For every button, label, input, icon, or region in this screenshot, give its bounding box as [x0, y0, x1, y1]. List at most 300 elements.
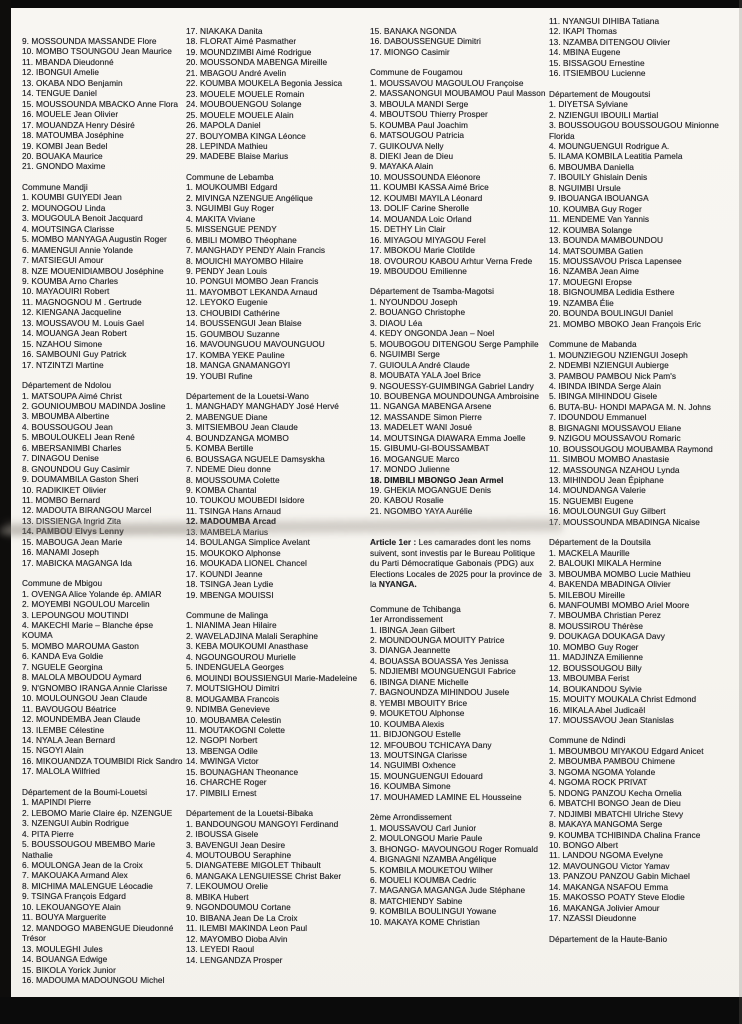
list-item: 6. MOUELI KOUMBA Cedric — [370, 874, 477, 885]
list-item: 8. MBIKA Hubert — [186, 891, 249, 902]
list-item: 13. ILEMBE Célestine — [22, 724, 105, 735]
list-item: 8. NZE MOUENIDIAMBOU Joséphine — [22, 265, 164, 276]
list-block — [549, 339, 736, 527]
section-heading: Département de la Boumi-Louetsi — [22, 786, 148, 797]
scan-border-left — [0, 0, 11, 998]
list-item: 1. MOUKOUMBI Edgard — [186, 182, 278, 193]
list-item: 12. MAVOUNGOU Victor Yamav — [549, 860, 670, 871]
list-item: 21. MBAGOU André Avelin — [186, 67, 287, 78]
list-item: 7. IDOUNDOU Emmanuel — [549, 412, 647, 423]
list-item: 14. TENGUE Daniel — [22, 88, 97, 99]
list-item: 13. MOUTSINGA Clarisse — [370, 750, 467, 760]
list-item: 5. NDONG PANZOU Kecha Ornelia — [549, 787, 682, 798]
column-2 — [186, 8, 370, 985]
list-item: 16. MOULOUNGUI Guy Gilbert — [549, 506, 666, 517]
list-block — [549, 934, 736, 944]
list-item: 7. LEKOUMOU Orelie — [186, 881, 269, 892]
list-item: 10. MAKAYA KOME Christian — [370, 916, 480, 927]
list-item: 16. DABOUSSENGUE Dimitri — [370, 36, 481, 47]
list-item: 3. MITSIEMBOU Jean Claude — [186, 422, 298, 433]
list-item: 4. BAKENDA MBADINGA Olivier — [549, 579, 671, 590]
list-item: 17. PIMBILI Ernest — [186, 787, 257, 798]
list-item: 9. KOUMBA TCHIBINDA Chalina France — [549, 829, 701, 840]
list-block — [186, 26, 370, 162]
list-item: 16. CHARCHE Roger — [186, 777, 267, 788]
list-item: 10. MOMBO Guy Roger — [549, 641, 639, 652]
list-item: 9. NDIMBA Genevieve — [186, 704, 270, 715]
list-item: 13. MAMBELA Marius — [186, 526, 269, 537]
list-item: 16. SAMBOUNI Guy Patrick — [22, 349, 127, 360]
list-item: 6. KANDA Eva Goldie — [22, 651, 104, 662]
list-item: 7. NDEME Dieu donne — [186, 464, 271, 475]
list-item: 8. MAKAYA MANGOMA Serge — [549, 819, 663, 830]
list-block — [186, 172, 370, 381]
section-heading: 2ème Arrondissement — [370, 812, 452, 823]
list-item: 5. KOMBA Bertille — [186, 443, 254, 454]
list-item: 1. NYOUNDOU Joseph — [370, 296, 458, 307]
list-block — [22, 787, 186, 986]
list-item: 16. MIKALA Abel Judicaël — [549, 704, 646, 715]
list-item: 18. BIGNOUMBA Ledidia Esthere — [549, 287, 675, 298]
section-subheading: 1er Arrondissement — [370, 614, 443, 625]
list-item: 1. BANDOUNGOU MANGOYI Ferdinand — [186, 818, 339, 829]
list-block — [186, 391, 370, 600]
list-item: 17. MONDO Julienne — [370, 464, 450, 475]
list-item: 17. MABICKA MAGANGA Ida — [22, 557, 132, 568]
list-item: 5. KOUMBA Paul Joachim — [370, 119, 468, 130]
list-item: 8. MATCHIENDY Sabine — [370, 895, 463, 906]
list-item: 11. BIDJONGOU Estelle — [370, 729, 461, 740]
list-item: 14. BOULANGA Simplice Avelant — [186, 537, 310, 548]
list-item: 7. NGUELE Georgina — [22, 661, 103, 672]
list-item: 11. MAYOMBOT LEKANDA Arnaud — [186, 286, 318, 297]
list-item: 7. GUIKOUVA Nelly — [370, 140, 444, 151]
list-item: 1. OVENGA Alice Yolande ép. AMIAR — [22, 588, 162, 599]
list-item: 8. MOUSSOUMA Colette — [186, 474, 280, 485]
list-item: 3. NGOMA NGOMA Yolande — [549, 766, 656, 777]
section-heading: Commune de Malinga — [186, 610, 269, 621]
list-item: 10. MOMBO TSOUNGOU Jean Maurice — [22, 46, 172, 57]
article-paragraph — [370, 537, 549, 589]
list-item: 4. KEDY ONGONDA Jean – Noel — [370, 328, 495, 339]
list-item: 12. MASSANDE Simon Pierre — [370, 411, 482, 422]
list-item: 9. NZIGOU MOUSSAVOU Romaric — [549, 433, 681, 444]
list-item: 13. OKABA NDO Benjamin — [22, 77, 123, 88]
list-item: 3. BOUSSOUGOU BOUSSOUGOU Minionne Florida — [549, 120, 719, 141]
list-item: 16. MADOUMA MADOUNGOU Michel — [22, 974, 165, 985]
list-item: 11. ILEMBI MAKINDA Leon Paul — [186, 923, 308, 934]
list-item: 15. MABOUGA Jean Marie — [22, 536, 123, 547]
list-item: 15. GOUMBOU Suzanne — [186, 328, 280, 339]
list-item: 10. MOULOUNGOU Jean Claude — [22, 693, 148, 704]
list-item: 28. LEPINDA Mathieu — [186, 140, 268, 151]
list-item: 1. KOUMBI GUIYEDI Jean — [22, 192, 122, 203]
list-item: 17. MOUANDZA Henry Désiré — [22, 119, 135, 130]
list-item: 3. LEPOUNGOU MOUTINDI — [22, 609, 129, 620]
list-item: 12. BOUSSOUGOU Billy — [549, 662, 642, 673]
article-block — [370, 537, 549, 589]
list-item: 16. NZAMBA Jean Aime — [549, 266, 640, 277]
list-item: 13. BOUNDA MAMBOUNDOU — [549, 235, 663, 246]
list-item: 11. KOUMBI KASSA Aimé Brice — [370, 182, 489, 193]
list-item: 7. MBOUMBA Christian Perez — [549, 610, 661, 621]
list-block — [370, 67, 549, 276]
list-item: 10. PONGUI MOMBO Jean Francis — [186, 276, 319, 287]
list-item: 7. MANGHADY PENDY Alain Francis — [186, 245, 326, 256]
list-block — [370, 604, 549, 803]
section-heading: Département de Tsamba-Magotsi — [370, 286, 494, 297]
list-block — [549, 735, 736, 923]
list-item: 1. MATSOUPA Aimé Christ — [22, 390, 122, 401]
list-item: 4. MAKECHI Marie – Blanche épse KOUMA — [22, 620, 154, 641]
list-item: 12. MADOUMBA Arcad — [186, 516, 277, 527]
list-item: 17. MOUHAMED LAMINE EL Housseine — [370, 791, 522, 802]
list-item: 1. IBINGA Jean Gilbert — [370, 624, 456, 635]
list-item: 11. BAVOUGOU Béatrice — [22, 703, 117, 714]
list-item: 15. NGOYI Alain — [22, 745, 84, 756]
list-item: 13. MBOUMBA Ferist — [549, 673, 630, 684]
list-item: 7. MATSIEGUI Amour — [22, 255, 104, 266]
list-item: 9. DOUMAMBILA Gaston Sheri — [22, 474, 139, 485]
list-item: 10. BOUSSOUGOU MOUBAMBA Raymond — [549, 443, 713, 454]
section-heading: Commune de Fougamou — [370, 67, 463, 78]
list-item: 13. PANZOU PANZOU Gabin Michael — [549, 871, 690, 882]
list-block — [186, 610, 370, 798]
list-item: 20. MOUSSONDA MABENGA Mireille — [186, 57, 328, 68]
section-heading: Commune de Lebamba — [186, 171, 274, 182]
list-item: 19. MBENGA MOUISSI — [186, 589, 274, 600]
list-item: 13. MOULEGHI Jules — [22, 943, 103, 954]
list-block — [370, 26, 549, 57]
list-item: 5. INDENGUELA Georges — [186, 662, 284, 673]
list-item: 15. MOUSSOUNDA MBACKO Anne Flora — [22, 98, 179, 109]
list-item: 8. BIGNAGNI MOUSSAVOU Eliane — [549, 422, 682, 433]
list-item: 11. MAGNOGNOU M . Gertrude — [22, 296, 142, 307]
list-item: 2. WAVELADJINA Malali Seraphine — [186, 630, 319, 641]
list-item: 11. LANDOU NGOMA Evelyne — [549, 850, 664, 861]
list-item: 11. NGANGA MABENGA Arsene — [370, 401, 492, 412]
list-item: 9. DOUKAGA DOUKAGA Davy — [549, 631, 665, 642]
list-item: 15. BISSAGOU Ernestine — [549, 57, 645, 68]
list-item: 29. MADEBE Blaise Marius — [186, 151, 289, 162]
list-item: 12. MAYOMBO Dioba Alvin — [186, 933, 288, 944]
list-item: 16. MIKOUANDZA TOUMBIDI Rick Sandro — [22, 755, 183, 766]
list-item: 4. NGOUNGOUROU Murielle — [186, 651, 296, 662]
list-item: 15. MAKOSSO POATY Steve Elodie — [549, 892, 685, 903]
list-item: 15. MOUNGUENGUI Edouard — [370, 770, 483, 781]
list-item: 17. NTZINTZI Martine — [22, 359, 104, 370]
list-item: 10. LEKOUANGOYE Alain — [22, 901, 121, 912]
list-block — [186, 808, 370, 965]
list-item: 2. MASSANONGUI MOUBAMOU Paul Masson — [370, 88, 546, 99]
list-item: 12. NGOPI Norbert — [186, 735, 258, 746]
list-item: 4. MOUNGUENGUI Rodrigue A. — [549, 140, 670, 151]
list-item: 10. MAYAOUIRI Robert — [22, 286, 110, 297]
list-item: 5. MILEBOU Mireille — [549, 589, 626, 600]
list-item: 2. MOUNDOUNGA MOUITY Patrice — [370, 635, 505, 646]
list-item: 8. MOUGAMBA Francois — [186, 693, 280, 704]
list-item: 3. PAMBOU PAMBOU Nick Pam's — [549, 370, 677, 381]
section-heading: Commune Mandji — [22, 181, 88, 192]
list-item: 15. BIKOLA Yorick Junior — [22, 964, 116, 975]
list-item: 18. MATOUMBA Joséphine — [22, 130, 124, 141]
document-columns — [22, 8, 736, 985]
list-item: 13. MIHINDOU Jean Épiphane — [549, 475, 664, 486]
list-item: 1. MOUSSAVOU MAGOULOU Françoise — [370, 77, 524, 88]
list-item: 16. MOGANGUE Marco — [370, 453, 460, 464]
list-item: 17. KOMBA YEKE Pauline — [186, 349, 285, 360]
list-item: 20. BOUNDA BOULINGUI Daniel — [549, 308, 674, 319]
list-item: 7. BAGNOUNDZA MIHINDOU Jusele — [370, 687, 510, 698]
column-4 — [549, 8, 736, 985]
list-item: 6. IBINGA DIANE Michelle — [370, 676, 469, 687]
list-item: 15. BOUNAGHAN Theonance — [186, 766, 299, 777]
list-item: 4. BOUASSA BOUASSA Yes Jenissa — [370, 655, 509, 666]
list-item: 9. TSINGA François Edgard — [22, 891, 126, 902]
list-item: 6. MOULONGA Jean de la Croix — [22, 859, 143, 870]
list-item: 11. NYANGUI DIHIBA Tatiana — [549, 16, 660, 26]
list-item: 12. KOUMBI MAYILA Léonard — [370, 192, 483, 203]
list-item: 15. NGUEMBI Eugene — [549, 495, 634, 506]
list-item: 14. MOUTSINGA DIAWARA Emma Joelle — [370, 432, 526, 443]
list-item: 14. NYALA Jean Bernard — [22, 735, 116, 745]
list-item: 3. MOUGOULA Benoit Jacquard — [22, 213, 143, 224]
list-item: 11. SIMBOU MOMBO Anastasie — [549, 454, 670, 465]
list-item: 6. MANFOUMBI MOMBO Ariel Moore — [549, 600, 690, 611]
list-item: 2. MABENGUE Diane — [186, 411, 268, 422]
list-item: 5. MBOULOUKELI Jean René — [22, 432, 135, 443]
list-item: 3. BHONGO- MAVOUNGOU Roger Romuald — [370, 843, 538, 854]
list-item: 4. BOUSSOUGOU Jean — [22, 421, 113, 432]
list-item: 13. DOLIF Carine Sherolle — [370, 203, 470, 214]
list-item: 7. NDJIMBI MBATCHI Ulriche Stevy — [549, 808, 684, 819]
list-item: 16. MIYAGOU MIYAGOU Ferel — [370, 234, 486, 245]
list-item: 14. BOUSSENGUI Jean Blaise — [186, 318, 302, 329]
list-item: 13. LEYEDI Raoul — [186, 944, 255, 955]
list-item: 7. IBOUILY Ghislain Denis — [549, 172, 648, 183]
column-1 — [22, 8, 186, 985]
list-item: 2. MOUNOGOU Linda — [22, 202, 106, 213]
list-item: 11. MOMBO Bernard — [22, 495, 101, 506]
list-item: 11. MADJINZA Emilienne — [549, 652, 644, 663]
list-item: 7. MAGANGA MAGANGA Jude Stéphane — [370, 885, 526, 896]
list-item: 8. MOUBATA YALA Joel Brice — [370, 370, 481, 381]
list-item: 5. MISSENGUE PENDY — [186, 224, 277, 235]
list-item: 15. MOUKOKO Alphonse — [186, 547, 281, 558]
list-item: 5. BOUSSOUGOU MBEMBO Marie Nathalie — [22, 839, 156, 860]
list-item: 14. MAKANGA NSAFOU Emma — [549, 881, 669, 892]
list-item: 16. ITSIEMBOU Lucienne — [549, 68, 646, 79]
section-heading: Département de Mougoutsi — [549, 88, 651, 99]
list-item: 12. LEYOKO Eugenie — [186, 297, 268, 308]
list-item: 12. MFOUBOU TCHICAYA Dany — [370, 739, 492, 750]
list-item: 13. NZAMBA DITENGOU Olivier — [549, 36, 671, 47]
list-item: 27. BOUYOMBA KINGA Léonce — [186, 130, 306, 141]
list-item: 9. IBOUANGA IBOUANGA — [549, 193, 649, 204]
list-item: 6. BUTA-BU- HONDI MAPAGA M. N. Johns — [549, 401, 711, 412]
list-item: 6. MAMENGUI Annie Yolande — [22, 244, 134, 255]
list-item: 22. KOUMBA MOUKELA Begonia Jessica — [186, 78, 343, 89]
list-block — [22, 182, 186, 370]
list-item: 6. MANGAKA LENGUIESSE Christ Baker — [186, 870, 342, 881]
list-block — [22, 36, 186, 172]
list-item: 1. MBOUMBOU MIYAKOU Edgard Anicet — [549, 745, 704, 756]
list-item: 4. IBINDA IBINDA Serge Alain — [549, 380, 662, 391]
section-heading: Département de la Louetsi-Wano — [186, 390, 309, 401]
list-item: 4. MBOUTSOU Thierry Prosper — [370, 109, 488, 120]
list-item: 7. MOUTSIGHOU Dimitri — [186, 683, 280, 694]
list-item: 12. KOUMBA Solange — [549, 224, 632, 235]
list-item: 9. NGOUESSY-GUIMBINGA Gabriel Landry — [370, 380, 534, 391]
list-item: 12. MANDOGO MABENGUE Dieudonné Trésor — [22, 922, 174, 944]
list-item: 4. PITA Pierre — [22, 828, 74, 839]
list-item: 10. BONGO Albert — [549, 839, 619, 850]
list-item: 19. MBOUDOU Emilienne — [370, 265, 467, 276]
list-block — [370, 286, 549, 516]
list-item: 3. KEBA MOUKOUMI Anasthase — [186, 641, 309, 652]
list-item: 5. KOMBILA MOUKETOU Wilher — [370, 864, 493, 875]
list-item: 1. NIANIMA Jean Hilaire — [186, 620, 277, 631]
list-item: 5. MOUBOGOU DITENGOU Serge Pamphile — [370, 338, 539, 349]
list-item: 6. MBATCHI BONGO Jean de Dieu — [549, 798, 681, 809]
list-item: 18. DIMBILI MBONGO Jean Armel — [370, 474, 504, 485]
list-item: 4. MOUTSINGA Clarisse — [22, 223, 115, 234]
list-item: 9. PENDY Jean Louis — [186, 265, 268, 276]
list-item: 4. BIGNAGNI NZAMBA Angélique — [370, 854, 497, 865]
list-item: 16. MOUELE Jean Olivier — [22, 109, 119, 120]
list-item: 20. KABOU Rosalie — [370, 495, 444, 506]
list-block — [370, 812, 549, 927]
list-item: 5. MOMBO MAROUMA Gaston — [22, 640, 139, 651]
list-item: 2. LEBOMO Marie Claire ép. NZENGUE — [22, 807, 173, 818]
list-item: 2. MIVINGA NZENGUE Angélique — [186, 192, 313, 203]
article-bold-text: NYANGA. — [378, 579, 417, 590]
list-item: 9. KOUMBA Arno Charles — [22, 275, 119, 286]
list-item: 1. MOUSSAVOU Carl Junior — [370, 822, 477, 833]
list-item: 11. BOUYA Marguerite — [22, 912, 107, 923]
list-item: 15. MOUITY MOUKALA Christ Edmond — [549, 694, 697, 705]
list-item: 18. MANGA GNAMANGOYI — [186, 360, 291, 371]
section-heading: Commune de Ndindi — [549, 735, 626, 746]
list-item: 20. BOUAKA Maurice — [22, 150, 103, 161]
list-item: 6. MBILI MOMBO Théophane — [186, 234, 297, 245]
list-item: 11. MENDEME Van Yannis — [549, 214, 650, 225]
scan-border-top — [0, 0, 742, 8]
list-item: 11. TSINGA Hans Arnaud — [186, 505, 281, 516]
list-item: 19. MOUNDZIMBI Aimé Rodrigue — [186, 46, 312, 57]
list-item: 17. NIAKAKA Danita — [186, 26, 263, 36]
list-item: 14. MOUANDA Loic Orland — [370, 213, 472, 224]
list-item: 14. NGUIMBI Oxhence — [370, 760, 456, 771]
list-item: 8. MOUSSIROU Thérèse — [549, 620, 643, 631]
list-item: 7. MAKOUAKA Armand Alex — [22, 870, 128, 881]
list-item: 21. GNONDO Maxime — [22, 161, 106, 172]
list-item: 14. MOUANGA Jean Robert — [22, 328, 127, 339]
list-item: 10. KOUMBA Alexis — [370, 718, 445, 729]
list-item: 3. DIANGA Jeannette — [370, 645, 451, 656]
list-item: 7. DINAGOU Denise — [22, 453, 99, 464]
list-item: 3. BAVENGUI Jean Desire — [186, 839, 286, 850]
list-item: 8. MALOLA MBOUDOU Aymard — [22, 672, 142, 683]
list-item: 12. MASSOUNGA NZAHOU Lynda — [549, 464, 680, 475]
list-item: 9. MOUKETOU Alphonse — [370, 708, 465, 719]
list-item: 19. NZAMBA Élie — [549, 297, 614, 308]
list-item: 19. YOUBI Rufine — [186, 370, 253, 381]
section-heading: Commune de Tchibanga — [370, 603, 461, 614]
list-item: 1. MACKELA Maurille — [549, 547, 630, 558]
section-heading: Commune de Mabanda — [549, 339, 637, 350]
list-block — [22, 380, 186, 568]
section-heading: Commune de Mbigou — [22, 578, 103, 589]
list-item: 8. NGUIMBI Ursule — [549, 182, 621, 193]
list-item: 14. MBINA Eugene — [549, 47, 621, 58]
list-item: 5. ILAMA KOMBILA Leatitia Pamela — [549, 151, 683, 162]
list-item: 5. DIANGATEBE MIGOLET Thibault — [186, 860, 321, 871]
list-item: 10. BIBANA Jean De La Croix — [186, 912, 298, 923]
list-item: 8. MICHIMA MALENGUE Léocadie — [22, 880, 153, 891]
list-item: 23. MOUELE MOUELE Romain — [186, 88, 305, 99]
list-item: 2. BALOUKI MIKALA Hermine — [549, 558, 662, 569]
list-item: 4. BOUNDZANGA MOMBO — [186, 432, 289, 443]
list-block — [22, 578, 186, 777]
list-block — [549, 537, 736, 725]
list-item: 6. MBOUMBA Daniella — [549, 161, 634, 172]
list-item: 16. MAKANGA Jolivier Amour — [549, 902, 660, 913]
list-item: 6. MOUINDI BOUSSIENGUI Marie-Madeleine — [186, 672, 358, 683]
list-item: 4. MOUTOUBOU Seraphine — [186, 849, 292, 860]
list-item: 12. MOUNDEMBA Jean Claude — [22, 714, 141, 725]
list-item: 11. MOUTAKOGNI Colette — [186, 725, 285, 735]
list-item: 14. MOUNDANGA Valerie — [549, 485, 646, 496]
list-item: 9. KOMBILA BOULINGUI Yowane — [370, 906, 497, 917]
list-item: 9. MOSSOUNDA MASSANDE Flore — [22, 36, 157, 46]
list-item: 17. MOUEGNI Eropse — [549, 276, 632, 287]
list-item: 9. MAYAKA Alain — [370, 161, 434, 172]
list-item: 15. GIBUMU-GI-BOUSSAMBAT — [370, 443, 490, 454]
list-block — [549, 16, 736, 79]
list-item: 2. MOULONGOU Marie Paule — [370, 833, 483, 844]
list-item: 15. MOUSSAVOU Prisca Lapensee — [549, 255, 682, 266]
list-item: 19. KOMBI Jean Bedel — [22, 140, 108, 151]
list-item: 9. N'GNOMBO IRANGA Annie Clarisse — [22, 682, 168, 693]
list-item: 12. KIENGANA Jacqueline — [22, 307, 122, 318]
list-item: 15. DETHY Lin Clair — [370, 224, 446, 235]
section-heading: Département de la Haute-Banio — [549, 933, 668, 944]
list-item: 26. MAPOLA Daniel — [186, 120, 261, 131]
list-item: 3. MBOUMBA Albertine — [22, 411, 110, 422]
list-item: 8. DIEKI Jean de Dieu — [370, 150, 454, 161]
section-heading: Département de la Doutsila — [549, 537, 651, 548]
list-item: 13. MOUSSAVOU M. Louis Gael — [22, 317, 145, 328]
list-item: 5. IBINGA MIHINDOU Gisele — [549, 391, 658, 402]
list-item: 21. MOMBO MBOKO Jean François Eric — [549, 318, 702, 329]
list-item: 10. KOUMBA Guy Roger — [549, 203, 642, 214]
list-item: 15. NZAHOU Simone — [22, 338, 103, 349]
list-item: 2. MBOUMBA PAMBOU Chimene — [549, 756, 676, 767]
list-item: 16. MAVOUNGUOU MAVOUNGUOU — [186, 339, 325, 350]
list-item: 13. MBENGA Odile — [186, 745, 258, 756]
list-item: 17. NZASSI Dieudonne — [549, 913, 637, 924]
section-heading: Département de Ndolou — [22, 380, 112, 391]
list-item: 1. MANGHADY MANGHADY José Hervé — [186, 401, 339, 412]
list-item: 1. MAPINDI Pierre — [22, 797, 92, 808]
list-item: 6. NGUIMBI Serge — [370, 349, 440, 360]
list-item: 12. MADOUTA BIRANGOU Marcel — [22, 505, 152, 516]
list-item: 8. YEMBI MBOUITY Brice — [370, 697, 468, 708]
article-bold-text: Article 1er : — [370, 537, 417, 548]
list-item: 6. MATSOUGOU Patricia — [370, 130, 465, 141]
list-item: 10. RADIKIKET Olivier — [22, 484, 107, 495]
